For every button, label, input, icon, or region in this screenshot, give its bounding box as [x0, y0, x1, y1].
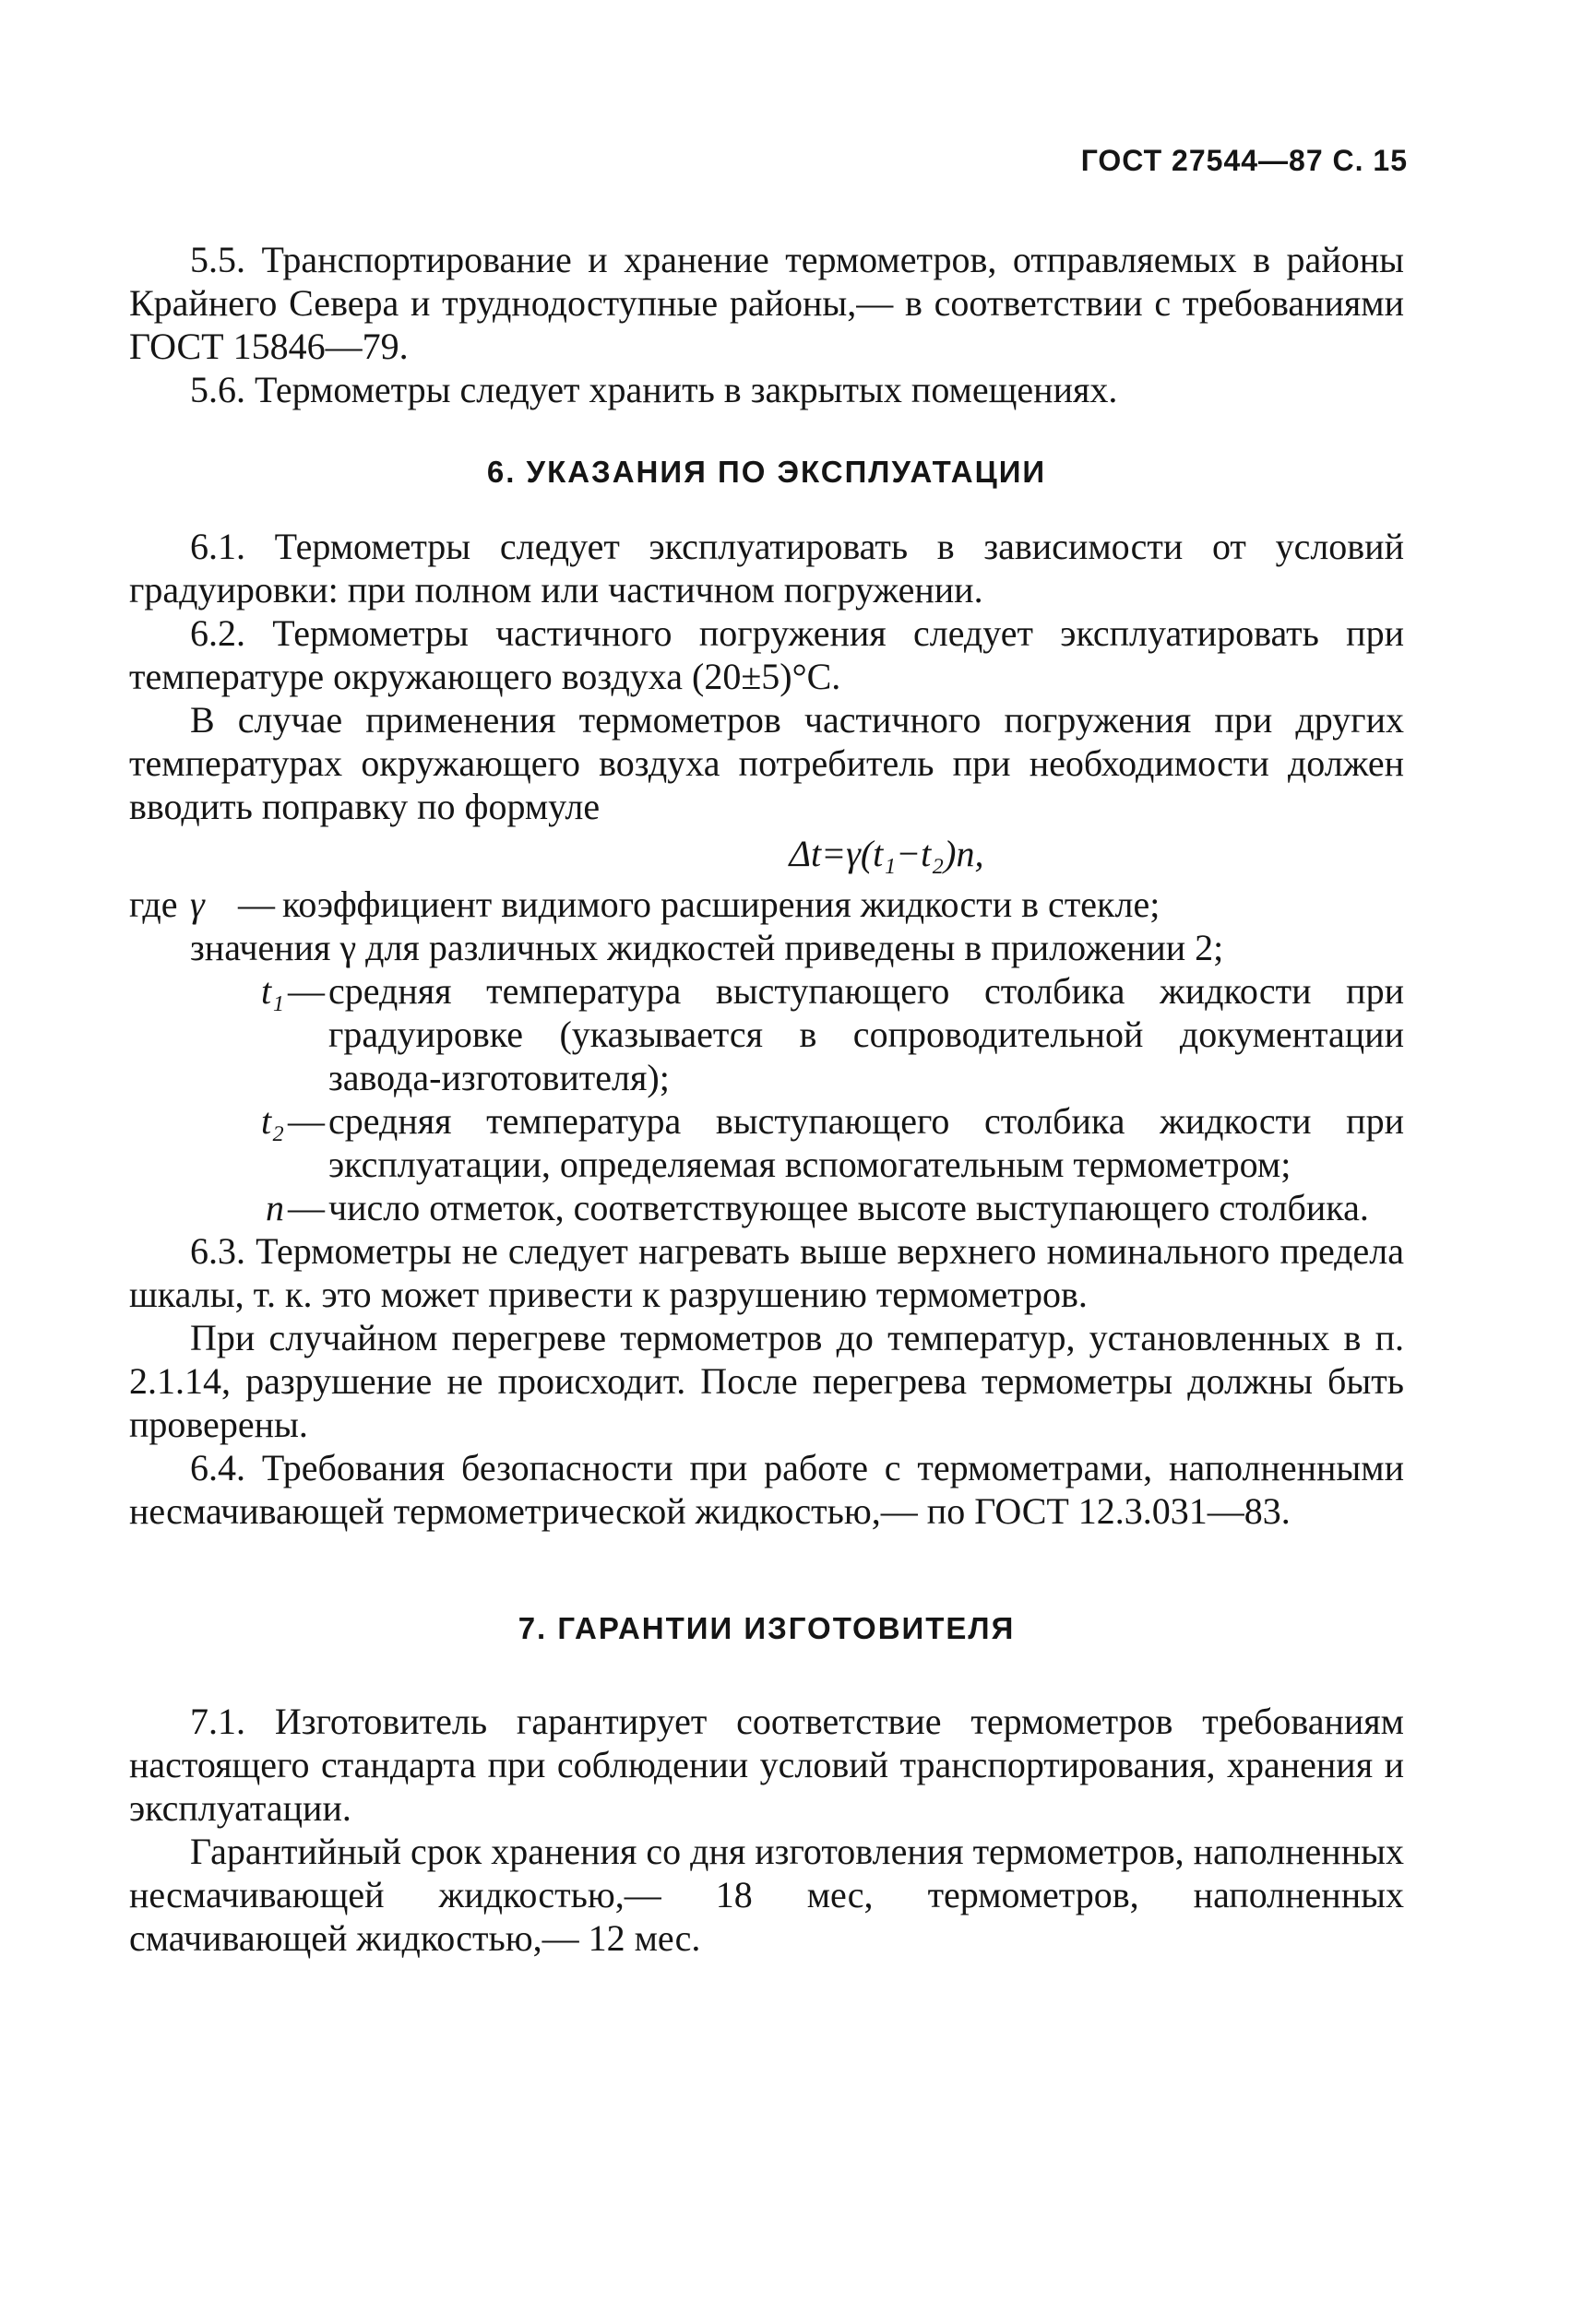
document-body	[129, 238, 1404, 1960]
definition-dash: —	[288, 1100, 325, 1142]
t2-symbol: t₂	[260, 1100, 284, 1142]
t2-definition: средняя температура выступающего столбика жидкости при эксплуатации, определяемая вспомогательным термометром;	[328, 1100, 1404, 1185]
gamma-definition: коэффициент видимого расширения жидкости в стекле;	[282, 883, 1160, 925]
section-7-title: 7. ГАРАНТИИ ИЗГОТОВИТЕЛЯ	[518, 1611, 1016, 1645]
paragraph-5-5: 5.5. Транспортирование и хранение термометров, отправляемых в районы Крайнего Севера и труднодоступные районы,— в соответствии с требованиями ГОСТ 15846—79.	[129, 239, 1404, 367]
paragraph-7-1: 7.1. Изготовитель гарантирует соответствие термометров требованиям настоящего стандарта при соблюдении условий транспортирования, хранения и эксплуатации.	[129, 1701, 1404, 1829]
paragraph-6-2: 6.2. Термометры частичного погружения следует эксплуатировать при температуре окружающего воздуха (20±5)°С.	[129, 612, 1404, 697]
page-header: ГОСТ 27544—87 С. 15	[1080, 144, 1408, 177]
gamma-continuation: значения γ для различных жидкостей приведены в приложении 2;	[190, 927, 1224, 968]
correction-formula: Δt=γ(t₁−t₂)n,	[789, 833, 984, 874]
paragraph-5-6: 5.6. Термометры следует хранить в закрытых помещениях.	[190, 369, 1118, 410]
gamma-symbol: γ	[190, 883, 205, 925]
paragraph-6-2-correction: В случае применения термометров частичного погружения при других температурах окружающего воздуха потребитель при необходимости должен вводить поправку по формуле	[129, 699, 1404, 827]
n-definition: число отметок, соответствующее высоте выступающего столбика.	[328, 1187, 1369, 1228]
paragraph-6-1: 6.1. Термометры следует эксплуатировать в зависимости от условий градуировки: при полном или частичном погружении.	[129, 526, 1404, 611]
definition-dash: —	[288, 1187, 325, 1228]
definition-n	[129, 1186, 1404, 1229]
definition-t2	[129, 1099, 1404, 1186]
definition-gamma	[129, 883, 1404, 926]
paragraph-6-3-overheat: При случайном перегреве термометров до температур, установленных в п. 2.1.14, разрушение не происходит. После перегрева термометры должны быть проверены.	[129, 1317, 1404, 1445]
n-symbol: n	[266, 1187, 284, 1228]
section-6-title: 6. УКАЗАНИЯ ПО ЭКСПЛУАТАЦИИ	[486, 455, 1047, 489]
paragraph-6-4: 6.4. Требования безопасности при работе с термометрами, наполненными несмачивающей термометрической жидкостью,— по ГОСТ 12.3.031—83.	[129, 1447, 1404, 1532]
paragraph-6-3: 6.3. Термометры не следует нагревать выше верхнего номинального предела шкалы, т. к. это может привести к разрушению термометров.	[129, 1230, 1404, 1315]
where-word: где	[129, 883, 178, 925]
definition-dash: —	[288, 970, 325, 1012]
definition-t1	[129, 969, 1404, 1099]
definition-dash: —	[238, 883, 275, 925]
t1-symbol: t₁	[260, 970, 284, 1012]
t1-definition: средняя температура выступающего столбика жидкости при градуировке (указывается в сопроводительной документации завода-изготовителя);	[328, 970, 1404, 1098]
paragraph-7-1-warranty: Гарантийный срок хранения со дня изготовления термометров, наполненных несмачивающей жидкостью,— 18 мес, термометров, наполненных смачивающей жидкостью,— 12 мес.	[129, 1831, 1404, 1959]
